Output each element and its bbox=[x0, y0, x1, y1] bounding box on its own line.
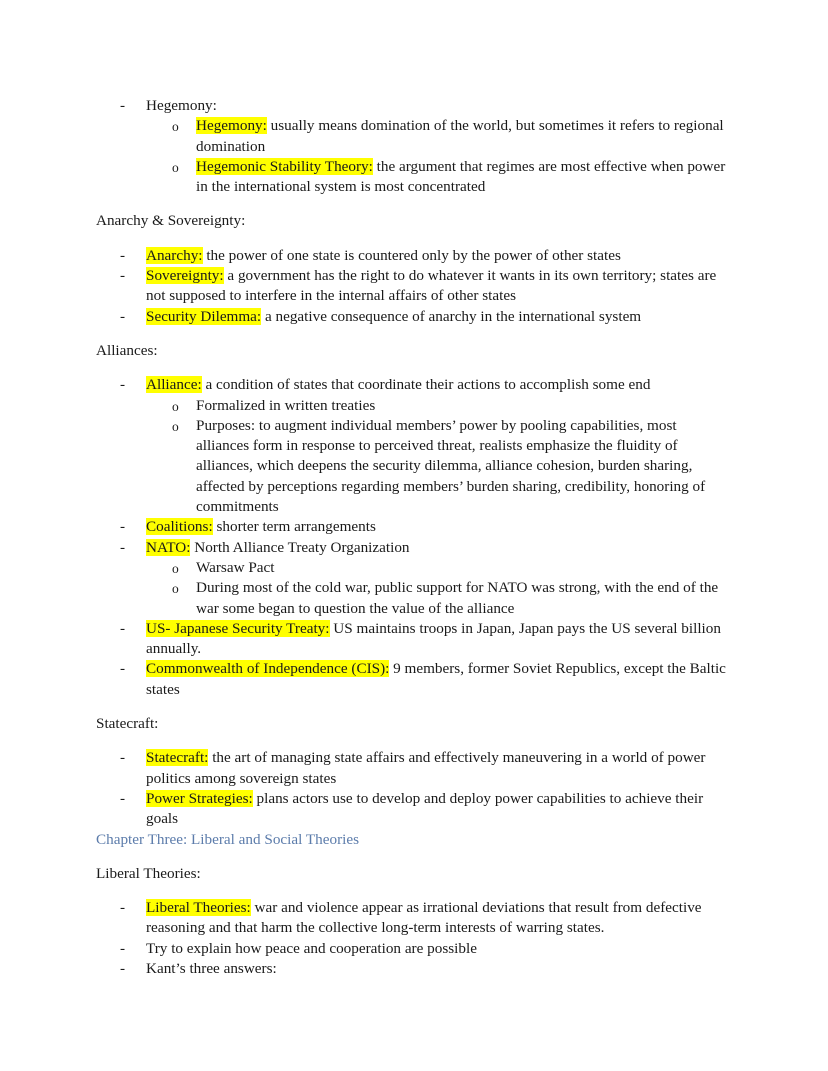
bullet-list-level-1 bbox=[96, 748, 728, 829]
bullet-text: Formalized in written treaties bbox=[196, 396, 376, 414]
list-item bbox=[96, 748, 728, 789]
bullet-text: the argument that regimes are most effective when power in the international system is most concentrated bbox=[196, 157, 726, 196]
highlighted-term: Coalitions: bbox=[146, 518, 213, 536]
circle-bullet-icon: o bbox=[172, 581, 179, 597]
list-item bbox=[96, 96, 728, 197]
highlighted-term: NATO: bbox=[146, 538, 191, 556]
bullet-text: plans actors use to develop and deploy power capabilities to achieve their goals bbox=[146, 789, 704, 828]
section-heading: Anarchy & Sovereignty: bbox=[96, 212, 246, 230]
bullet-text: 9 members, former Soviet Republics, except the Baltic states bbox=[146, 660, 726, 698]
bullet-text: usually means domination of the world, but sometimes it refers to regional domination bbox=[196, 117, 724, 155]
bullet-list-level-1 bbox=[96, 96, 728, 197]
highlighted-term: Commonwealth of Independence (CIS): bbox=[146, 660, 390, 678]
list-item bbox=[146, 578, 728, 619]
bullet-text: Purposes: to augment individual members’ power by pooling capabilities, most alliances form in response to perceived threat, realists emphasize the fluidity of alliances, which deepens the security dilemma, alliance cohesion, burden sharing, affected by perceptions regarding members’ burden sharing, credibility, honoring of commitments bbox=[196, 416, 706, 516]
highlighted-term: Security Dilemma: bbox=[146, 307, 262, 325]
dash-bullet-icon: - bbox=[120, 246, 126, 264]
circle-bullet-icon: o bbox=[172, 418, 179, 434]
section-heading: Statecraft: bbox=[96, 715, 159, 733]
bullet-text: Hegemony: bbox=[146, 97, 217, 114]
list-item bbox=[96, 517, 728, 537]
section-heading: Liberal Theories: bbox=[96, 864, 201, 882]
list-item bbox=[96, 789, 728, 830]
circle-bullet-icon: o bbox=[172, 398, 179, 414]
list-item bbox=[146, 416, 728, 517]
bullet-text: shorter term arrangements bbox=[212, 518, 376, 536]
dash-bullet-icon: - bbox=[120, 307, 126, 325]
list-item bbox=[96, 246, 728, 266]
highlighted-term: US- Japanese Security Treaty: bbox=[146, 619, 330, 637]
bullet-text: Try to explain how peace and cooperation are possible bbox=[146, 939, 477, 957]
highlighted-term: Liberal Theories: bbox=[146, 899, 251, 917]
highlighted-term: Power Strategies: bbox=[146, 789, 253, 807]
bullet-text: Warsaw Pact bbox=[196, 558, 275, 576]
list-item bbox=[96, 619, 728, 660]
list-item bbox=[146, 396, 728, 416]
list-item bbox=[146, 558, 728, 578]
bullet-text: a condition of states that coordinate their actions to accomplish some end bbox=[201, 376, 651, 394]
list-item bbox=[96, 898, 728, 939]
document-body bbox=[96, 96, 728, 979]
list-item bbox=[146, 157, 728, 198]
list-item bbox=[96, 659, 728, 700]
highlighted-term: Hegemonic Stability Theory: bbox=[196, 157, 373, 175]
bullet-list-level-2 bbox=[146, 558, 728, 619]
bullet-text: a government has the right to do whatever it wants in its own territory; states are not supposed to interfere in the internal affairs of other states bbox=[146, 267, 717, 305]
dash-bullet-icon: - bbox=[120, 538, 126, 556]
chapter-heading: Chapter Three: Liberal and Social Theories bbox=[96, 830, 360, 848]
circle-bullet-icon: o bbox=[172, 560, 179, 576]
list-item bbox=[96, 538, 728, 619]
section-heading: Alliances: bbox=[96, 341, 158, 359]
circle-bullet-icon: o bbox=[172, 159, 179, 175]
dash-bullet-icon: - bbox=[120, 376, 126, 394]
list-item bbox=[146, 116, 728, 157]
highlighted-term: Sovereignty: bbox=[146, 267, 224, 285]
dash-bullet-icon: - bbox=[120, 939, 126, 957]
bullet-list-level-1 bbox=[96, 898, 728, 979]
bullet-list-level-1 bbox=[96, 246, 728, 327]
list-item bbox=[96, 939, 728, 959]
highlighted-term: Anarchy: bbox=[146, 246, 203, 264]
bullet-text: a negative consequence of anarchy in the international system bbox=[261, 307, 642, 325]
list-item bbox=[96, 959, 728, 979]
list-item bbox=[96, 307, 728, 327]
bullet-text: the art of managing state affairs and effectively maneuvering in a world of power politics among sovereign states bbox=[146, 749, 706, 787]
highlighted-term: Statecraft: bbox=[146, 749, 209, 767]
bullet-text: During most of the cold war, public support for NATO was strong, with the end of the war some began to question the value of the alliance bbox=[196, 579, 719, 617]
bullet-text: Kant’s three answers: bbox=[146, 959, 277, 977]
bullet-list-level-2 bbox=[146, 396, 728, 518]
dash-bullet-icon: - bbox=[120, 97, 126, 114]
bullet-list-level-1 bbox=[96, 375, 728, 700]
dash-bullet-icon: - bbox=[120, 959, 126, 977]
list-item bbox=[96, 266, 728, 307]
bullet-text: war and violence appear as irrational deviations that result from defective reasoning and that harm the collective long-term interests of warring states. bbox=[146, 899, 702, 937]
bullet-text: North Alliance Treaty Organization bbox=[190, 538, 410, 556]
dash-bullet-icon: - bbox=[120, 518, 126, 536]
dash-bullet-icon: - bbox=[120, 749, 126, 767]
dash-bullet-icon: - bbox=[120, 660, 126, 678]
dash-bullet-icon: - bbox=[120, 267, 126, 285]
bullet-list-level-2 bbox=[146, 116, 728, 197]
bullet-text: the power of one state is countered only by the power of other states bbox=[202, 246, 621, 264]
dash-bullet-icon: - bbox=[120, 619, 126, 637]
list-item bbox=[96, 375, 728, 517]
dash-bullet-icon: - bbox=[120, 789, 126, 807]
dash-bullet-icon: - bbox=[120, 899, 126, 917]
highlighted-term: Hegemony: bbox=[196, 117, 267, 135]
bullet-text: US maintains troops in Japan, Japan pays the US several billion annually. bbox=[146, 619, 721, 658]
circle-bullet-icon: o bbox=[172, 119, 179, 135]
highlighted-term: Alliance: bbox=[146, 376, 202, 394]
